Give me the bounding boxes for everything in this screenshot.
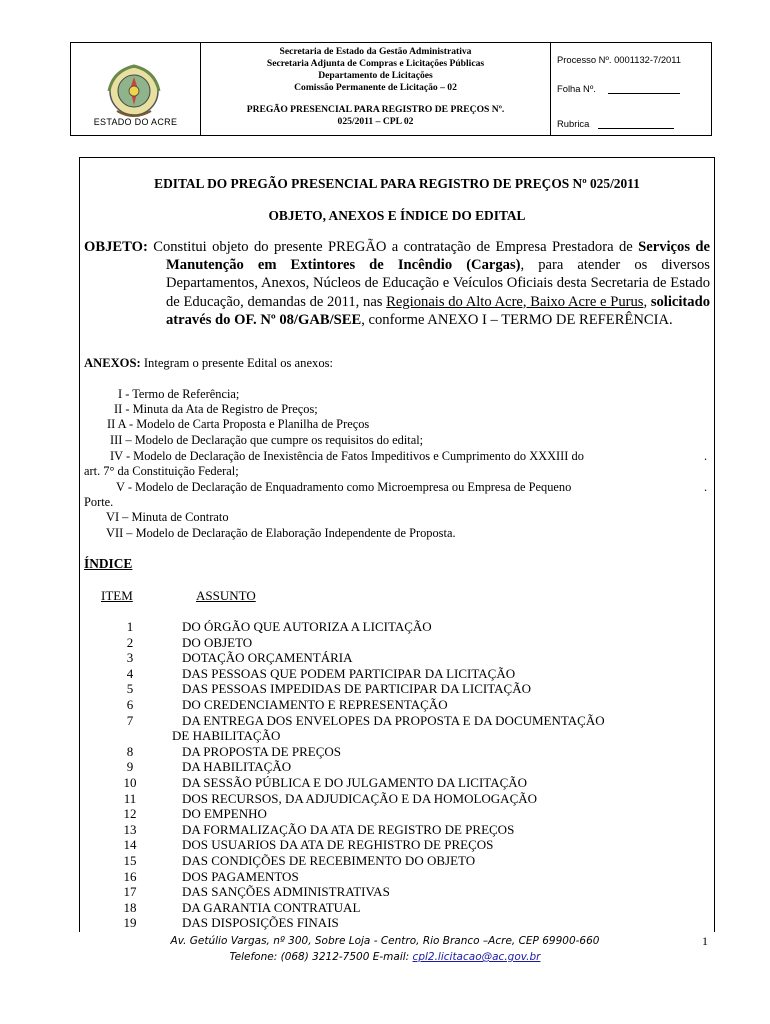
indice-heading: ÍNDICE (84, 556, 133, 571)
anexo-item: II A - Modelo de Carta Proposta e Planilha de Preços (107, 417, 370, 431)
objeto-label: OBJETO: (84, 239, 148, 255)
anexo-item: Porte. (84, 495, 114, 509)
indice-item-subject: DAS PESSOAS IMPEDIDAS DE PARTICIPAR DA LICITAÇÃO (182, 681, 532, 697)
indice-item-number: 16 (123, 868, 137, 884)
document-title: EDITAL DO PREGÃO PRESENCIAL PARA REGISTRO DE PREÇOS Nº 025/2011 (154, 176, 640, 191)
anexo-trailing-dot: . (704, 480, 708, 494)
indice-item-number: 6 (126, 697, 134, 712)
indice-item-subject: DA FORMALIZAÇÃO DA ATA DE REGISTRO DE PREÇOS (182, 821, 515, 837)
document-header (70, 42, 712, 136)
indice-item-number: 2 (126, 634, 134, 650)
indice-col-assunto: ASSUNTO (196, 588, 256, 603)
org-line: Secretaria de Estado da Gestão Administrativa (279, 46, 472, 57)
indice-item-number: 14 (123, 837, 137, 853)
footer-address: Av. Getúlio Vargas, nº 300, Sobre Loja - Centro, Rio Branco –Acre, CEP 69900-660 (170, 935, 600, 947)
anexo-item: art. 7° da Constituição Federal; (84, 464, 239, 478)
indice-col-item: ITEM (101, 588, 133, 603)
indice-item-subject: DO OBJETO (182, 634, 253, 650)
indice-item-subject: DAS CONDIÇÕES DE RECEBIMENTO DO OBJETO (182, 853, 476, 868)
footer-phone: Telefone: (068) 3212-7500 E-mail: (229, 951, 413, 963)
document-subtitle: OBJETO, ANEXOS E ÍNDICE DO EDITAL (268, 208, 526, 223)
indice-item-number: 3 (126, 650, 134, 666)
indice-item-subject: DOS RECURSOS, DA ADJUDICAÇÃO E DA HOMOLOGAÇÃO (182, 790, 538, 806)
indice-item-subject: DAS PESSOAS QUE PODEM PARTICIPAR DA LICITAÇÃO (182, 665, 516, 681)
anexo-item: I - Termo de Referência; (118, 387, 240, 401)
indice-item-subject: DA ENTREGA DOS ENVELOPES DA PROPOSTA E DA DOCUMENTAÇÃO (182, 712, 605, 728)
indice-item-number: 15 (123, 853, 137, 868)
header-process-cell (551, 43, 711, 135)
footer-email-link[interactable]: cpl2.licitacao@ac.gov.br (412, 951, 541, 963)
org-line: Secretaria Adjunta de Compras e Licitações Públicas (266, 58, 485, 69)
anexos-heading (84, 356, 333, 371)
indice-item-subject: DA PROPOSTA DE PREÇOS (182, 743, 341, 759)
anexos-intro: Integram o presente Edital os anexos: (140, 356, 334, 370)
indice-item-subject: DOTAÇÃO ORÇAMENTÁRIA (182, 650, 353, 666)
state-seal-icon (103, 61, 165, 123)
anexo-item: III – Modelo de Declaração que cumpre os requisitos do edital; (110, 433, 424, 447)
indice-item-number: 18 (123, 899, 137, 915)
anexo-item: II - Minuta da Ata de Registro de Preços; (114, 402, 318, 416)
indice-item-number: 7 (126, 712, 134, 728)
anexos-label: ANEXOS: (84, 356, 141, 370)
objeto-oficio: solicitado através do OF. Nº 08/GAB/SEE (166, 293, 710, 328)
indice-item-subject: DOS PAGAMENTOS (182, 868, 299, 884)
page-number: 1 (702, 934, 708, 948)
rubrica-field (557, 118, 674, 129)
anexo-item: VI – Minuta de Contrato (106, 510, 229, 524)
pregao-line: PREGÃO PRESENCIAL PARA REGISTRO DE PREÇOS Nº. (246, 104, 505, 115)
indice-item-subject: DA GARANTIA CONTRATUAL (182, 899, 361, 915)
indice-item-number: 17 (123, 884, 137, 900)
indice-item-number: 5 (126, 681, 134, 697)
folha-blank-line (608, 93, 680, 94)
state-label: ESTADO DO ACRE (93, 117, 178, 127)
anexo-trailing-dot: . (704, 449, 708, 463)
header-logo-cell (71, 43, 201, 135)
indice-item-subject: DOS USUARIOS DA ATA DE REGHISTRO DE PREÇOS (182, 837, 494, 853)
objeto-service: Serviços de Manutenção em Extintores de Incêndio (Cargas) (166, 239, 710, 274)
indice-item-subject: DAS DISPOSIÇÕES FINAIS (182, 915, 339, 931)
process-number: Processo Nº. 0001132-7/2011 (557, 54, 681, 65)
header-org-cell (201, 43, 551, 135)
indice-item-number: 10 (123, 775, 137, 790)
indice-item-subject: DO CREDENCIAMENTO E REPRESENTAÇÃO (182, 697, 448, 712)
folha-field (557, 83, 680, 94)
indice-item-number: 1 (126, 619, 134, 634)
objeto-text: Constitui objeto do presente PREGÃO a contratação de Empresa Prestadora de (147, 239, 639, 255)
footer-contact (0, 951, 770, 963)
indice-item-number: 4 (126, 665, 134, 681)
objeto-paragraph (84, 238, 710, 329)
indice-item-subject: DO ÓRGÃO QUE AUTORIZA A LICITAÇÃO (182, 619, 432, 634)
indice-item-subject: DO EMPENHO (182, 806, 267, 822)
indice-item-number: 13 (123, 821, 137, 837)
anexo-item: VII – Modelo de Declaração de Elaboração Independente de Proposta. (106, 526, 456, 540)
indice-item-number: 11 (123, 790, 137, 806)
org-line: Comissão Permanente de Licitação – 02 (294, 82, 457, 93)
folha-label: Folha Nº. (557, 83, 596, 94)
indice-item-subject: DA SESSÃO PÚBLICA E DO JULGAMENTO DA LICITAÇÃO (182, 775, 528, 790)
indice-item-number: 19 (123, 915, 137, 931)
indice-item-subject: DAS SANÇÕES ADMINISTRATIVAS (182, 884, 390, 900)
anexo-item: V - Modelo de Declaração de Enquadramento como Microempresa ou Empresa de Pequeno (116, 480, 572, 494)
objeto-text: , conforme ANEXO I – TERMO DE REFERÊNCIA. (361, 311, 673, 328)
objeto-text: , para atender os diversos Departamentos, Anexos, Núcleos de Educação e Veículos Oficiais desta Secretaria de Estado de Educação, demandas de 2011, nas (166, 257, 710, 310)
objeto-regions: Regionais do Alto Acre, Baixo Acre e Purus (386, 293, 644, 310)
indice-item-number: 8 (126, 743, 134, 759)
rubrica-label: Rubrica (557, 118, 590, 129)
objeto-text: , (643, 293, 651, 310)
indice-item-number: 9 (126, 759, 134, 775)
indice-item-subject: DE HABILITAÇÃO (172, 728, 281, 744)
pregao-line: 025/2011 – CPL 02 (337, 116, 414, 127)
rubrica-blank-line (598, 128, 674, 129)
indice-item-subject: DA HABILITAÇÃO (182, 759, 292, 775)
anexo-item: IV - Modelo de Declaração de Inexistência de Fatos Impeditivos e Cumprimento do XXXIII do (110, 449, 584, 463)
org-line: Departamento de Licitações (318, 70, 433, 81)
indice-item-number: 12 (123, 806, 137, 822)
